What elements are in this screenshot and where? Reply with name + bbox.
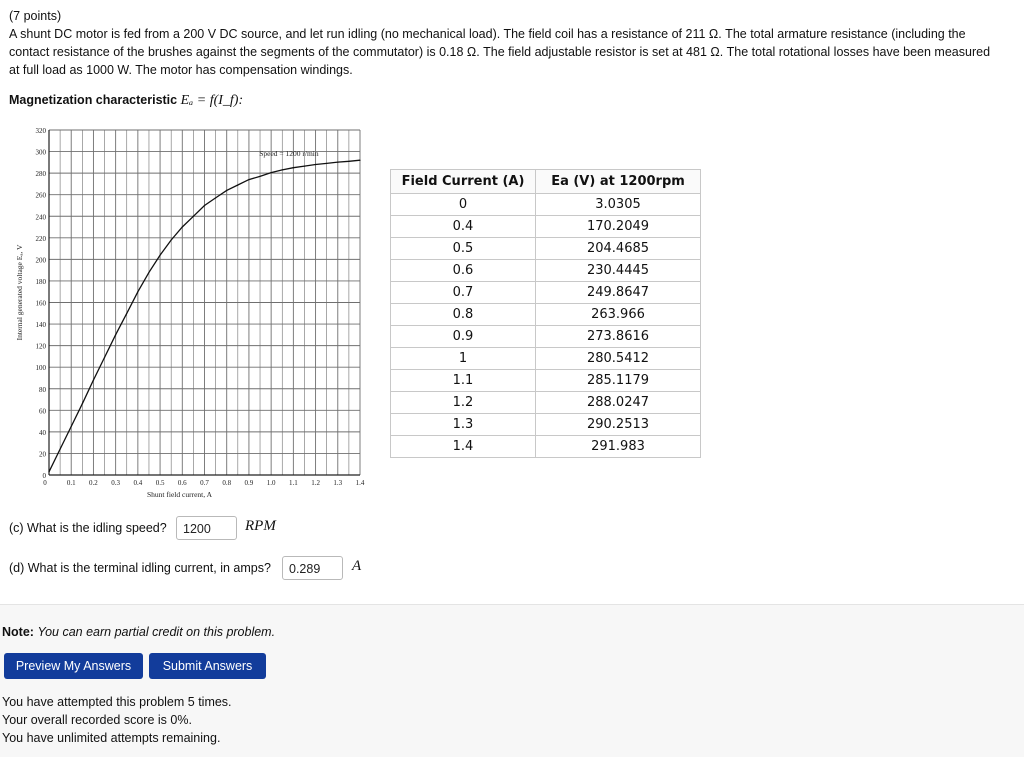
y-tick-label: 240: [35, 213, 46, 222]
idling-speed-unit: RPM: [245, 518, 276, 534]
problem-statement-line-3: at full load as 1000 W. The motor has compensation windings.: [9, 63, 353, 77]
table-cell-field-current: 1.1: [391, 370, 536, 392]
table-cell-ea: 291.983: [536, 436, 701, 458]
x-tick-label: 0.5: [155, 479, 165, 487]
curve-point: [215, 197, 216, 198]
table-cell-ea: 280.5412: [536, 348, 701, 370]
note-label: Note:: [2, 625, 34, 639]
y-tick-label: 60: [39, 407, 46, 416]
table-cell-ea: 290.2513: [536, 414, 701, 436]
curve-point: [104, 357, 105, 358]
magnetization-formula: Eₐ = f(I_f):: [180, 93, 244, 108]
terminal-current-unit: A: [352, 558, 362, 574]
x-tick-label: 0.8: [222, 479, 232, 487]
y-tick-label: 260: [35, 191, 46, 200]
curve-point: [82, 403, 83, 404]
magnetization-heading: [9, 91, 243, 110]
table-body: [391, 194, 701, 458]
x-tick-label: 0.7: [200, 479, 209, 487]
curve-point: [182, 226, 183, 227]
table-cell-field-current: 0.4: [391, 216, 536, 238]
table-cell-ea: 263.966: [536, 304, 701, 326]
x-tick-label: 1.0: [266, 479, 276, 487]
table-cell-ea: 204.4685: [536, 238, 701, 260]
magnetization-label: Magnetization characteristic: [9, 93, 178, 107]
table-cell-field-current: 1: [391, 348, 536, 370]
curve-point: [126, 313, 127, 314]
y-tick-label: 180: [35, 277, 46, 286]
curve-point: [271, 172, 272, 173]
remaining-status: You have unlimited attempts remaining.: [2, 731, 221, 745]
table-header-field-current: Field Current (A): [391, 170, 536, 194]
curve-point: [115, 334, 116, 335]
table-cell-field-current: 1.3: [391, 414, 536, 436]
y-tick-label: 320: [35, 127, 46, 135]
magnetization-chart-svg: [9, 122, 368, 503]
question-c-label: (c) What is the idling speed?: [9, 521, 167, 535]
table-cell-ea: 230.4445: [536, 260, 701, 282]
curve-point: [293, 167, 294, 168]
question-d-label: (d) What is the terminal idling current, in amps?: [9, 561, 271, 575]
x-tick-label: 1.2: [311, 479, 320, 487]
table-row: [391, 392, 701, 414]
x-tick-label: 0.9: [244, 479, 254, 487]
curve-point: [237, 184, 238, 185]
curve-point: [93, 380, 94, 381]
curve-point: [71, 426, 72, 427]
curve-point: [60, 449, 61, 450]
curve-point: [259, 176, 260, 177]
table-cell-field-current: 0.6: [391, 260, 536, 282]
curve-point: [348, 161, 349, 162]
table-cell-field-current: 1.4: [391, 436, 536, 458]
submit-answers-button[interactable]: Submit Answers: [149, 653, 266, 679]
x-tick-label: 0: [43, 479, 47, 487]
curve-point: [48, 471, 49, 472]
y-tick-label: 120: [35, 342, 46, 351]
note: [2, 623, 275, 641]
x-axis-label: Shunt field current, A: [147, 490, 212, 499]
table-row: [391, 194, 701, 216]
submission-panel: [0, 604, 1024, 757]
y-axis-label: Internal generated voltage Eₐ, V: [15, 244, 24, 341]
preview-answers-button[interactable]: Preview My Answers: [4, 653, 143, 679]
table-row: [391, 238, 701, 260]
table-header-ea: Ea (V) at 1200rpm: [536, 170, 701, 194]
y-tick-label: 300: [35, 148, 46, 157]
curve-point: [226, 190, 227, 191]
terminal-current-input[interactable]: 0.289: [282, 556, 343, 580]
curve-point: [337, 162, 338, 163]
x-tick-label: 0.4: [133, 479, 143, 487]
table-row: [391, 216, 701, 238]
curve-point: [304, 166, 305, 167]
x-tick-label: 1.1: [288, 479, 298, 487]
table-row: [391, 260, 701, 282]
table-cell-ea: 285.1179: [536, 370, 701, 392]
table-cell-field-current: 0.9: [391, 326, 536, 348]
x-tick-label: 0.1: [66, 479, 76, 487]
y-tick-label: 0: [42, 472, 46, 480]
curve-point: [315, 164, 316, 165]
y-tick-label: 20: [39, 450, 46, 459]
curve-point: [326, 163, 327, 164]
curve-point: [148, 272, 149, 273]
x-tick-label: 1.3: [333, 479, 343, 487]
curve-point: [248, 179, 249, 180]
table-cell-field-current: 0.7: [391, 282, 536, 304]
curve-point: [359, 160, 360, 161]
table-row: [391, 436, 701, 458]
idling-speed-input[interactable]: 1200: [176, 516, 237, 540]
table-row: [391, 282, 701, 304]
curve-point: [193, 216, 194, 217]
table-cell-field-current: 1.2: [391, 392, 536, 414]
table-cell-ea: 288.0247: [536, 392, 701, 414]
curve-point: [171, 239, 172, 240]
y-tick-label: 220: [35, 234, 46, 243]
score-status: Your overall recorded score is 0%.: [2, 713, 192, 727]
x-tick-label: 0.6: [177, 479, 187, 487]
table-row: [391, 370, 701, 392]
y-tick-label: 40: [39, 428, 46, 437]
y-tick-label: 280: [35, 170, 46, 179]
curve-point: [282, 169, 283, 170]
note-text: You can earn partial credit on this problem.: [37, 625, 276, 639]
problem-statement-line-1: A shunt DC motor is fed from a 200 V DC source, and let run idling (no mechanical load). The field coil has a resistance of 211 Ω. The total armature resistance (including the: [9, 27, 966, 41]
table-header-row: [391, 170, 701, 194]
table-row: [391, 326, 701, 348]
speed-annotation: Speed = 1200 r/min: [259, 148, 319, 158]
table-row: [391, 348, 701, 370]
curve-point: [204, 205, 205, 206]
table-cell-ea: 170.2049: [536, 216, 701, 238]
x-tick-label: 0.3: [111, 479, 121, 487]
table-cell-field-current: 0.5: [391, 238, 536, 260]
problem-statement-line-2: contact resistance of the brushes against the segments of the commutator) is 0.18 Ω. The field adjustable resistor is set at 481 Ω. The total rotational losses have been measured: [9, 45, 991, 59]
curve-point: [137, 291, 138, 292]
y-tick-label: 200: [35, 256, 46, 265]
table-cell-field-current: 0.8: [391, 304, 536, 326]
y-tick-label: 160: [35, 299, 46, 308]
y-tick-label: 140: [35, 321, 46, 330]
table-row: [391, 414, 701, 436]
table-row: [391, 304, 701, 326]
x-tick-label: 1.4: [355, 479, 365, 487]
y-tick-label: 80: [39, 385, 46, 394]
problem-points: (7 points): [9, 9, 62, 23]
field-current-table: [390, 169, 701, 458]
table-cell-ea: 273.8616: [536, 326, 701, 348]
y-tick-label: 100: [35, 364, 46, 373]
attempts-status: You have attempted this problem 5 times.: [2, 695, 232, 709]
table-cell-ea: 249.8647: [536, 282, 701, 304]
magnetization-chart: [9, 122, 368, 503]
table-cell-field-current: 0: [391, 194, 536, 216]
table-cell-ea: 3.0305: [536, 194, 701, 216]
curve-point: [159, 254, 160, 255]
x-tick-label: 0.2: [89, 479, 98, 487]
